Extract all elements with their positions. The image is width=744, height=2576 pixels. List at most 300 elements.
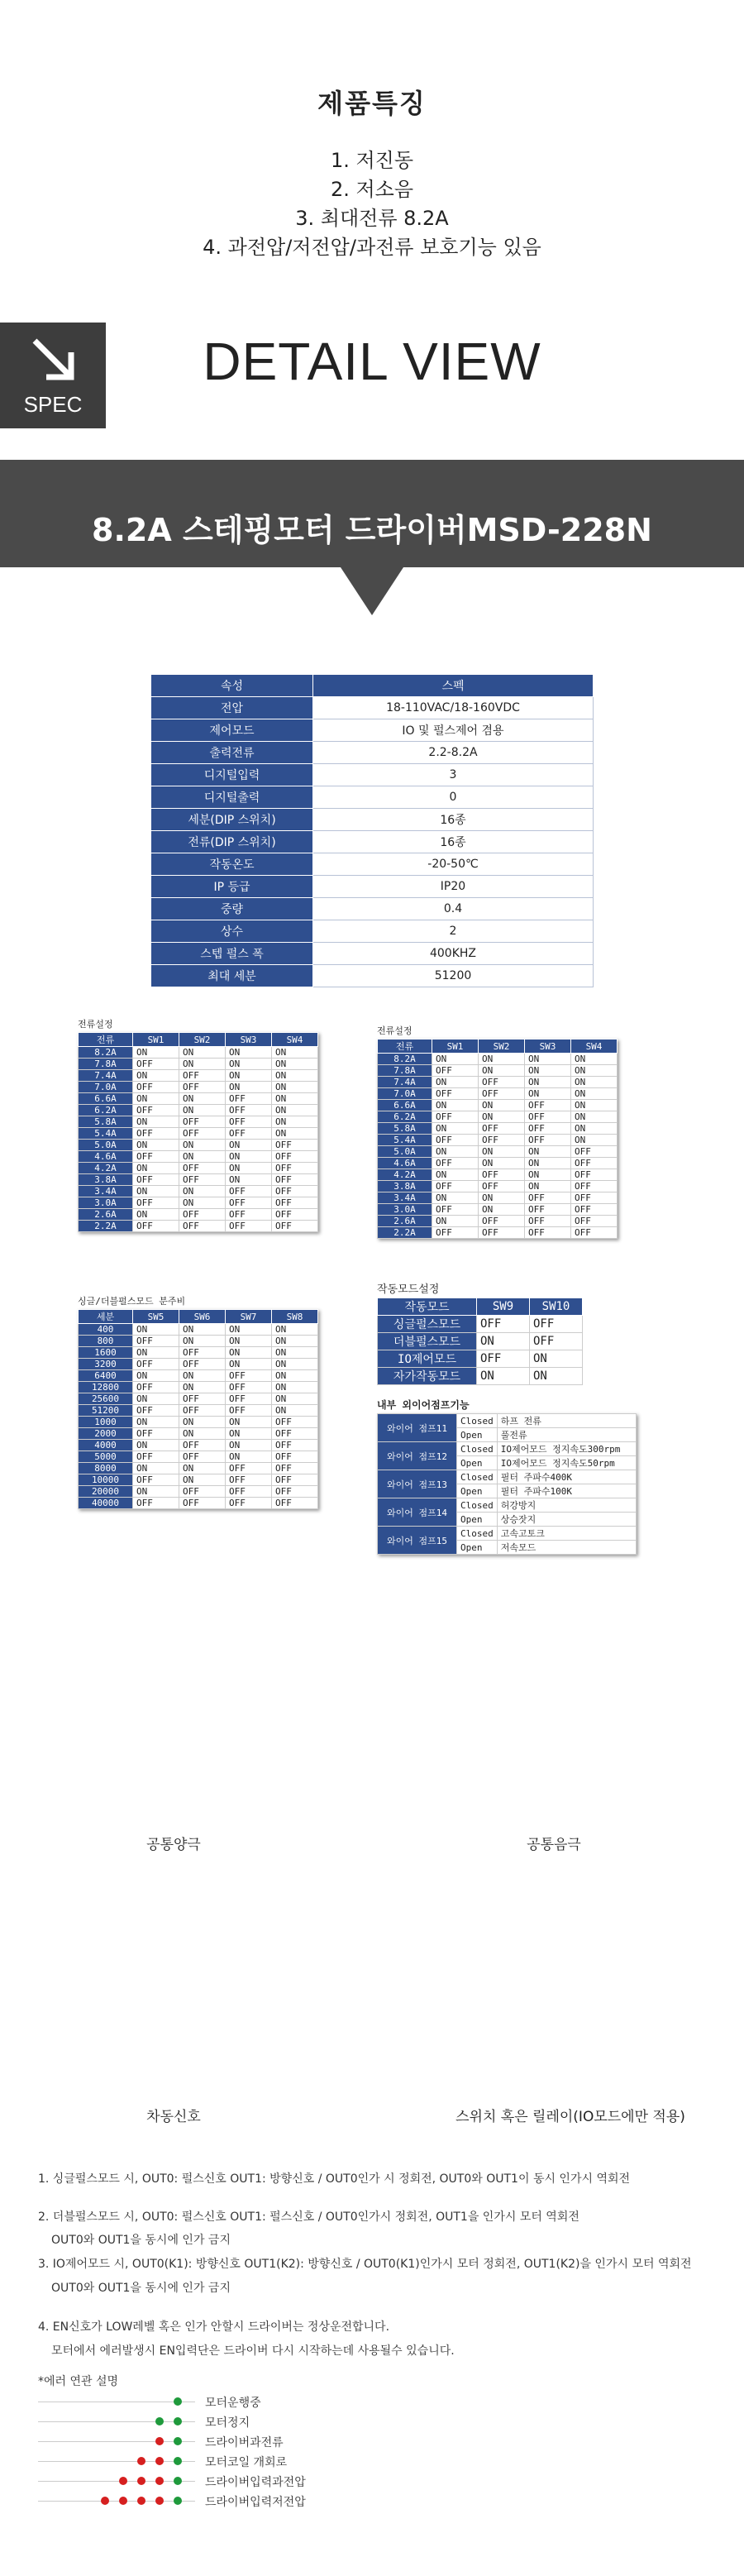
- table-cell: ON: [226, 1174, 272, 1186]
- table-cell: OFF: [272, 1417, 318, 1428]
- table-cell: OFF: [179, 1221, 226, 1232]
- table-cell: OFF: [179, 1128, 226, 1140]
- table-cell: 800: [79, 1336, 133, 1347]
- table-cell: ON: [133, 1047, 179, 1059]
- table-cell: ON: [479, 1146, 525, 1158]
- table-cell: OFF: [525, 1111, 571, 1123]
- green-led-icon: [174, 2397, 182, 2406]
- table-row: [79, 1486, 318, 1498]
- table-header: 전류: [378, 1039, 432, 1054]
- table-cell: ON: [432, 1100, 479, 1111]
- table-row: [378, 1181, 618, 1192]
- table-row: [378, 1065, 618, 1077]
- table-row: [378, 1192, 618, 1204]
- table-row: [79, 1463, 318, 1474]
- table-cell: ON: [571, 1100, 618, 1111]
- table-cell: ON: [179, 1370, 226, 1382]
- table-cell: OFF: [477, 1350, 530, 1368]
- table-cell: ON: [226, 1451, 272, 1463]
- table-cell: OFF: [179, 1163, 226, 1174]
- table-cell: OFF: [432, 1227, 479, 1239]
- table-cell: ON: [272, 1324, 318, 1336]
- table-cell: OFF: [525, 1204, 571, 1216]
- table-cell: ON: [530, 1368, 583, 1385]
- table-cell: ON: [272, 1082, 318, 1093]
- spec-row: [151, 719, 594, 742]
- table-cell: OFF: [226, 1486, 272, 1498]
- table-cell: OFF: [479, 1123, 525, 1135]
- table-cell: OFF: [179, 1347, 226, 1359]
- table-cell: OFF: [432, 1204, 479, 1216]
- jumper-state: Open: [457, 1456, 498, 1470]
- table-row: [79, 1105, 318, 1116]
- jumper-name: 와이어 점프15: [378, 1527, 457, 1555]
- table-cell: ON: [272, 1393, 318, 1405]
- spec-row: [151, 809, 594, 831]
- table-cell: ON: [272, 1359, 318, 1370]
- table-cell: 4.6A: [378, 1158, 432, 1169]
- table-cell: ON: [179, 1428, 226, 1440]
- table-cell: OFF: [272, 1174, 318, 1186]
- spec-key: 전류(DIP 스위치): [151, 831, 313, 853]
- table-cell: ON: [530, 1350, 583, 1368]
- table-cell: 자가작동모드: [378, 1368, 477, 1385]
- current-table-right: [377, 1024, 618, 1239]
- table-row: [79, 1336, 318, 1347]
- table-cell: OFF: [272, 1163, 318, 1174]
- table-cell: OFF: [530, 1333, 583, 1350]
- jumper-desc: 필터 주파수100K: [497, 1484, 636, 1498]
- table-cell: OFF: [479, 1135, 525, 1146]
- table-caption: 전류설정: [377, 1025, 413, 1036]
- table-cell: 5.0A: [79, 1140, 133, 1151]
- table-cell: ON: [133, 1140, 179, 1151]
- jumper-name: 와이어 점프11: [378, 1414, 457, 1442]
- table-cell: OFF: [133, 1221, 179, 1232]
- table-cell: ON: [272, 1116, 318, 1128]
- table-cell: ON: [432, 1123, 479, 1135]
- table-cell: OFF: [272, 1428, 318, 1440]
- table-cell: 2.6A: [378, 1216, 432, 1227]
- table-cell: OFF: [133, 1474, 179, 1486]
- green-led-icon: [174, 2497, 182, 2505]
- table-cell: OFF: [272, 1463, 318, 1474]
- red-led-icon: [101, 2497, 109, 2505]
- detail-view-title: DETAIL VIEW: [203, 332, 541, 391]
- table-row: [378, 1216, 618, 1227]
- table-cell: OFF: [525, 1227, 571, 1239]
- led-divider: [38, 2421, 195, 2422]
- spec-key: 중량: [151, 898, 313, 920]
- table-cell: ON: [479, 1054, 525, 1065]
- table-row: [79, 1428, 318, 1440]
- spec-key: 작동온도: [151, 853, 313, 876]
- table-cell: ON: [432, 1216, 479, 1227]
- table-cell: OFF: [133, 1105, 179, 1116]
- table-cell: OFF: [479, 1181, 525, 1192]
- jumper-desc: IO제어모드 정지속도300rpm: [497, 1442, 636, 1456]
- table-cell: 4000: [79, 1440, 133, 1451]
- table-header: SW4: [571, 1039, 618, 1054]
- table-cell: OFF: [226, 1221, 272, 1232]
- note-2-sub: OUT0와 OUT1을 동시에 인가 금지: [51, 2234, 231, 2247]
- table-cell: ON: [226, 1151, 272, 1163]
- table-cell: ON: [226, 1347, 272, 1359]
- table-cell: OFF: [179, 1440, 226, 1451]
- table-cell: OFF: [133, 1428, 179, 1440]
- table-cell: 51200: [79, 1405, 133, 1417]
- spec-value: 2.2-8.2A: [313, 742, 594, 764]
- table-cell: ON: [179, 1059, 226, 1070]
- table-row: [79, 1070, 318, 1082]
- table-cell: ON: [133, 1370, 179, 1382]
- table-cell: OFF: [133, 1498, 179, 1509]
- table-cell: 5.8A: [378, 1123, 432, 1135]
- table-cell: 400: [79, 1324, 133, 1336]
- jumper-state: Closed: [457, 1442, 498, 1456]
- table-row: [79, 1174, 318, 1186]
- table-cell: ON: [432, 1077, 479, 1088]
- table-cell: 8000: [79, 1463, 133, 1474]
- table-header: SW9: [477, 1298, 530, 1316]
- table-header: SW6: [179, 1310, 226, 1324]
- spec-value: IO 및 펄스제어 겸용: [313, 719, 594, 742]
- table-cell: 7.8A: [378, 1065, 432, 1077]
- table-cell: ON: [525, 1169, 571, 1181]
- table-header: 세분: [79, 1310, 133, 1324]
- table-cell: ON: [272, 1105, 318, 1116]
- table-cell: ON: [133, 1209, 179, 1221]
- led-label: 드라이버입력저전압: [205, 2496, 306, 2509]
- table-cell: 1600: [79, 1347, 133, 1359]
- table-cell: 3.0A: [378, 1204, 432, 1216]
- table-cell: ON: [226, 1140, 272, 1151]
- table-row: [378, 1077, 618, 1088]
- jumper-desc: IO제어모드 정지속도50rpm: [497, 1456, 636, 1470]
- table-cell: ON: [432, 1146, 479, 1158]
- table-cell: OFF: [226, 1105, 272, 1116]
- table-row: [79, 1197, 318, 1209]
- table-row: [79, 1128, 318, 1140]
- table-cell: ON: [272, 1382, 318, 1393]
- spec-value: 400KHZ: [313, 943, 594, 965]
- table-cell: ON: [179, 1151, 226, 1163]
- red-led-icon: [155, 2497, 164, 2505]
- note-1: 1. 싱글펄스모드 시, OUT0: 펄스신호 OUT1: 방향신호 / OUT0인가 시 정회전, OUT0와 OUT1이 동시 인가시 역회전: [38, 2172, 631, 2186]
- table-cell: ON: [525, 1077, 571, 1088]
- spec-row: [151, 876, 594, 898]
- table-cell: OFF: [571, 1204, 618, 1216]
- table-row: [79, 1082, 318, 1093]
- table-cell: ON: [525, 1054, 571, 1065]
- table-cell: 2.2A: [79, 1221, 133, 1232]
- led-divider: [38, 2481, 195, 2482]
- table-cell: 5.4A: [378, 1135, 432, 1146]
- spec-key: 제어모드: [151, 719, 313, 742]
- red-led-icon: [155, 2477, 164, 2485]
- table-header: SW1: [432, 1039, 479, 1054]
- table-cell: 6.6A: [79, 1093, 133, 1105]
- table-cell: ON: [179, 1093, 226, 1105]
- table-row: [79, 1498, 318, 1509]
- table-cell: ON: [179, 1197, 226, 1209]
- table-cell: OFF: [179, 1486, 226, 1498]
- jumper-desc: 상승잣지: [497, 1513, 636, 1527]
- table-cell: OFF: [133, 1151, 179, 1163]
- jumper-desc: 고속고토크: [497, 1527, 636, 1541]
- note-4-sub: 모터에서 에러발생시 EN입력단은 드라이버 다시 시작하는데 사용될수 있습니다.: [51, 2344, 455, 2358]
- table-cell: 5.8A: [79, 1116, 133, 1128]
- spec-key: 세분(DIP 스위치): [151, 809, 313, 831]
- mode-table: [377, 1280, 583, 1385]
- note-2: 2. 더블펄스모드 시, OUT0: 펄스신호 OUT1: 펄스신호 / OUT0인가시 정회전, OUT1을 인가시 모터 역회전: [38, 2210, 579, 2224]
- table-row: [378, 1204, 618, 1216]
- red-led-icon: [137, 2457, 145, 2465]
- table-cell: IO제어모드: [378, 1350, 477, 1368]
- table-cell: 6.2A: [378, 1111, 432, 1123]
- table-cell: ON: [272, 1370, 318, 1382]
- red-led-icon: [155, 2457, 164, 2465]
- table-cell: ON: [479, 1111, 525, 1123]
- table-cell: ON: [226, 1163, 272, 1174]
- table-row: [79, 1209, 318, 1221]
- table-cell: ON: [179, 1140, 226, 1151]
- led-divider: [38, 2501, 195, 2502]
- table-cell: OFF: [226, 1370, 272, 1382]
- led-divider: [38, 2461, 195, 2462]
- table-row: [378, 1100, 618, 1111]
- table-cell: OFF: [432, 1181, 479, 1192]
- table-cell: OFF: [272, 1221, 318, 1232]
- table-cell: OFF: [133, 1174, 179, 1186]
- table-header: SW4: [272, 1033, 318, 1047]
- table-cell: OFF: [272, 1186, 318, 1197]
- table-row: [79, 1140, 318, 1151]
- table-cell: ON: [477, 1368, 530, 1385]
- table-cell: OFF: [179, 1174, 226, 1186]
- table-cell: OFF: [133, 1082, 179, 1093]
- red-led-icon: [137, 2477, 145, 2485]
- table-cell: 2.2A: [378, 1227, 432, 1239]
- table-cell: OFF: [133, 1128, 179, 1140]
- table-cell: OFF: [133, 1197, 179, 1209]
- red-led-icon: [119, 2477, 127, 2485]
- table-cell: ON: [226, 1324, 272, 1336]
- spec-value: 3: [313, 764, 594, 786]
- table-cell: OFF: [571, 1158, 618, 1169]
- note-3: 3. IO제어모드 시, OUT0(K1): 방향신호 OUT1(K2): 방향신호 / OUT0(K1)인가시 모터 정회전, OUT1(K2)을 인가시 모터 역회전: [38, 2258, 692, 2271]
- table-cell: OFF: [272, 1486, 318, 1498]
- table-cell: ON: [272, 1405, 318, 1417]
- spec-value: 0.4: [313, 898, 594, 920]
- table-cell: 40000: [79, 1498, 133, 1509]
- table-cell: 7.4A: [378, 1077, 432, 1088]
- table-cell: 2.6A: [79, 1209, 133, 1221]
- spec-key: 스텝 펄스 폭: [151, 943, 313, 965]
- table-cell: ON: [479, 1192, 525, 1204]
- table-header: 작동모드: [378, 1298, 477, 1316]
- jumper-desc: 저속모드: [497, 1541, 636, 1555]
- table-cell: OFF: [133, 1059, 179, 1070]
- jumper-state: Closed: [457, 1470, 498, 1484]
- table-row: [79, 1417, 318, 1428]
- feature-item: 4. 과전압/저전압/과전류 보호기능 있음: [203, 236, 541, 259]
- table-header: SW7: [226, 1310, 272, 1324]
- table-cell: ON: [571, 1054, 618, 1065]
- table-row: [378, 1169, 618, 1181]
- table-cell: OFF: [525, 1135, 571, 1146]
- table-cell: ON: [133, 1186, 179, 1197]
- note-4: 4. EN신호가 LOW레벨 혹은 인가 안할시 드라이버는 정상운전합니다.: [38, 2320, 390, 2334]
- table-cell: 10000: [79, 1474, 133, 1486]
- green-led-icon: [174, 2457, 182, 2465]
- table-cell: ON: [226, 1428, 272, 1440]
- table-cell: ON: [479, 1158, 525, 1169]
- table-cell: ON: [133, 1163, 179, 1174]
- table-cell: ON: [525, 1181, 571, 1192]
- spec-value: 16종: [313, 831, 594, 853]
- table-header: SW3: [525, 1039, 571, 1054]
- table-cell: 7.0A: [79, 1082, 133, 1093]
- jumper-name: 와이어 점프14: [378, 1498, 457, 1527]
- table-cell: 4.2A: [378, 1169, 432, 1181]
- table-cell: OFF: [432, 1111, 479, 1123]
- table-cell: OFF: [571, 1146, 618, 1158]
- table-cell: ON: [179, 1324, 226, 1336]
- spec-key: 최대 세분: [151, 965, 313, 987]
- table-cell: 7.8A: [79, 1059, 133, 1070]
- table-cell: OFF: [571, 1169, 618, 1181]
- spec-table: [150, 674, 594, 987]
- table-cell: ON: [226, 1359, 272, 1370]
- jumper-state: Closed: [457, 1527, 498, 1541]
- spec-key: 출력전류: [151, 742, 313, 764]
- spec-header: 속성: [151, 675, 313, 697]
- table-row: [79, 1370, 318, 1382]
- table-cell: ON: [133, 1463, 179, 1474]
- red-led-icon: [155, 2437, 164, 2445]
- feature-item: 2. 저소음: [330, 178, 414, 201]
- table-row: [79, 1093, 318, 1105]
- spec-value: 2: [313, 920, 594, 943]
- jumper-desc: 하프 전류: [497, 1414, 636, 1428]
- table-row: [378, 1135, 618, 1146]
- table-cell: 6400: [79, 1370, 133, 1382]
- table-cell: OFF: [226, 1197, 272, 1209]
- green-led-icon: [174, 2417, 182, 2425]
- table-cell: OFF: [133, 1359, 179, 1370]
- table-cell: ON: [179, 1047, 226, 1059]
- table-cell: ON: [133, 1347, 179, 1359]
- table-cell: ON: [571, 1088, 618, 1100]
- table-cell: OFF: [226, 1209, 272, 1221]
- table-row: [79, 1474, 318, 1486]
- table-cell: OFF: [432, 1065, 479, 1077]
- table-cell: ON: [226, 1059, 272, 1070]
- table-cell: ON: [226, 1047, 272, 1059]
- table-caption: 전류설정: [78, 1019, 113, 1030]
- table-cell: OFF: [133, 1382, 179, 1393]
- jumper-desc: 풀전류: [497, 1428, 636, 1442]
- table-cell: ON: [432, 1192, 479, 1204]
- table-header: SW2: [179, 1033, 226, 1047]
- green-led-icon: [155, 2417, 164, 2425]
- table-cell: ON: [133, 1116, 179, 1128]
- table-cell: 25600: [79, 1393, 133, 1405]
- table-cell: OFF: [525, 1100, 571, 1111]
- table-cell: 5.0A: [378, 1146, 432, 1158]
- table-cell: ON: [133, 1417, 179, 1428]
- table-cell: ON: [179, 1417, 226, 1428]
- table-cell: ON: [479, 1100, 525, 1111]
- table-row: [378, 1227, 618, 1239]
- table-cell: OFF: [479, 1169, 525, 1181]
- table-row: [378, 1470, 637, 1484]
- table-row: [79, 1116, 318, 1128]
- table-row: [378, 1316, 583, 1333]
- table-cell: ON: [133, 1440, 179, 1451]
- table-cell: ON: [179, 1382, 226, 1393]
- table-cell: ON: [133, 1093, 179, 1105]
- table-cell: OFF: [272, 1474, 318, 1486]
- table-cell: OFF: [226, 1474, 272, 1486]
- table-cell: ON: [272, 1070, 318, 1082]
- table-cell: OFF: [226, 1393, 272, 1405]
- green-led-icon: [174, 2477, 182, 2485]
- table-cell: 더블펄스모드: [378, 1333, 477, 1350]
- table-cell: ON: [179, 1474, 226, 1486]
- table-cell: ON: [272, 1128, 318, 1140]
- feature-item: 3. 최대전류 8.2A: [295, 207, 449, 230]
- jumper-state: Closed: [457, 1414, 498, 1428]
- jumper-state: Open: [457, 1513, 498, 1527]
- table-cell: ON: [272, 1047, 318, 1059]
- red-led-icon: [137, 2497, 145, 2505]
- table-cell: OFF: [226, 1093, 272, 1105]
- table-row: [378, 1350, 583, 1368]
- led-label: 모터정지: [205, 2416, 250, 2430]
- diagram-caption: 차동신호: [146, 2109, 201, 2125]
- spec-value: 18-110VAC/18-160VDC: [313, 697, 594, 719]
- jumper-state: Open: [457, 1428, 498, 1442]
- table-cell: ON: [133, 1324, 179, 1336]
- table-cell: OFF: [272, 1197, 318, 1209]
- table-cell: ON: [272, 1336, 318, 1347]
- banner-pointer: [341, 567, 403, 615]
- table-cell: ON: [525, 1065, 571, 1077]
- table-cell: OFF: [179, 1498, 226, 1509]
- table-cell: OFF: [226, 1405, 272, 1417]
- table-row: [79, 1221, 318, 1232]
- table-caption: 작동모드설정: [377, 1283, 440, 1296]
- diagram-caption: 공통음극: [527, 1837, 581, 1853]
- table-row: [378, 1088, 618, 1100]
- table-cell: ON: [432, 1054, 479, 1065]
- table-row: [378, 1054, 618, 1065]
- table-header: SW1: [133, 1033, 179, 1047]
- table-row: [79, 1059, 318, 1070]
- table-row: [378, 1111, 618, 1123]
- table-cell: ON: [571, 1111, 618, 1123]
- table-cell: OFF: [272, 1209, 318, 1221]
- spec-row: [151, 697, 594, 719]
- table-cell: ON: [272, 1347, 318, 1359]
- table-cell: OFF: [179, 1070, 226, 1082]
- table-row: [79, 1359, 318, 1370]
- table-cell: 4.2A: [79, 1163, 133, 1174]
- table-cell: 4.6A: [79, 1151, 133, 1163]
- jumper-state: Closed: [457, 1498, 498, 1513]
